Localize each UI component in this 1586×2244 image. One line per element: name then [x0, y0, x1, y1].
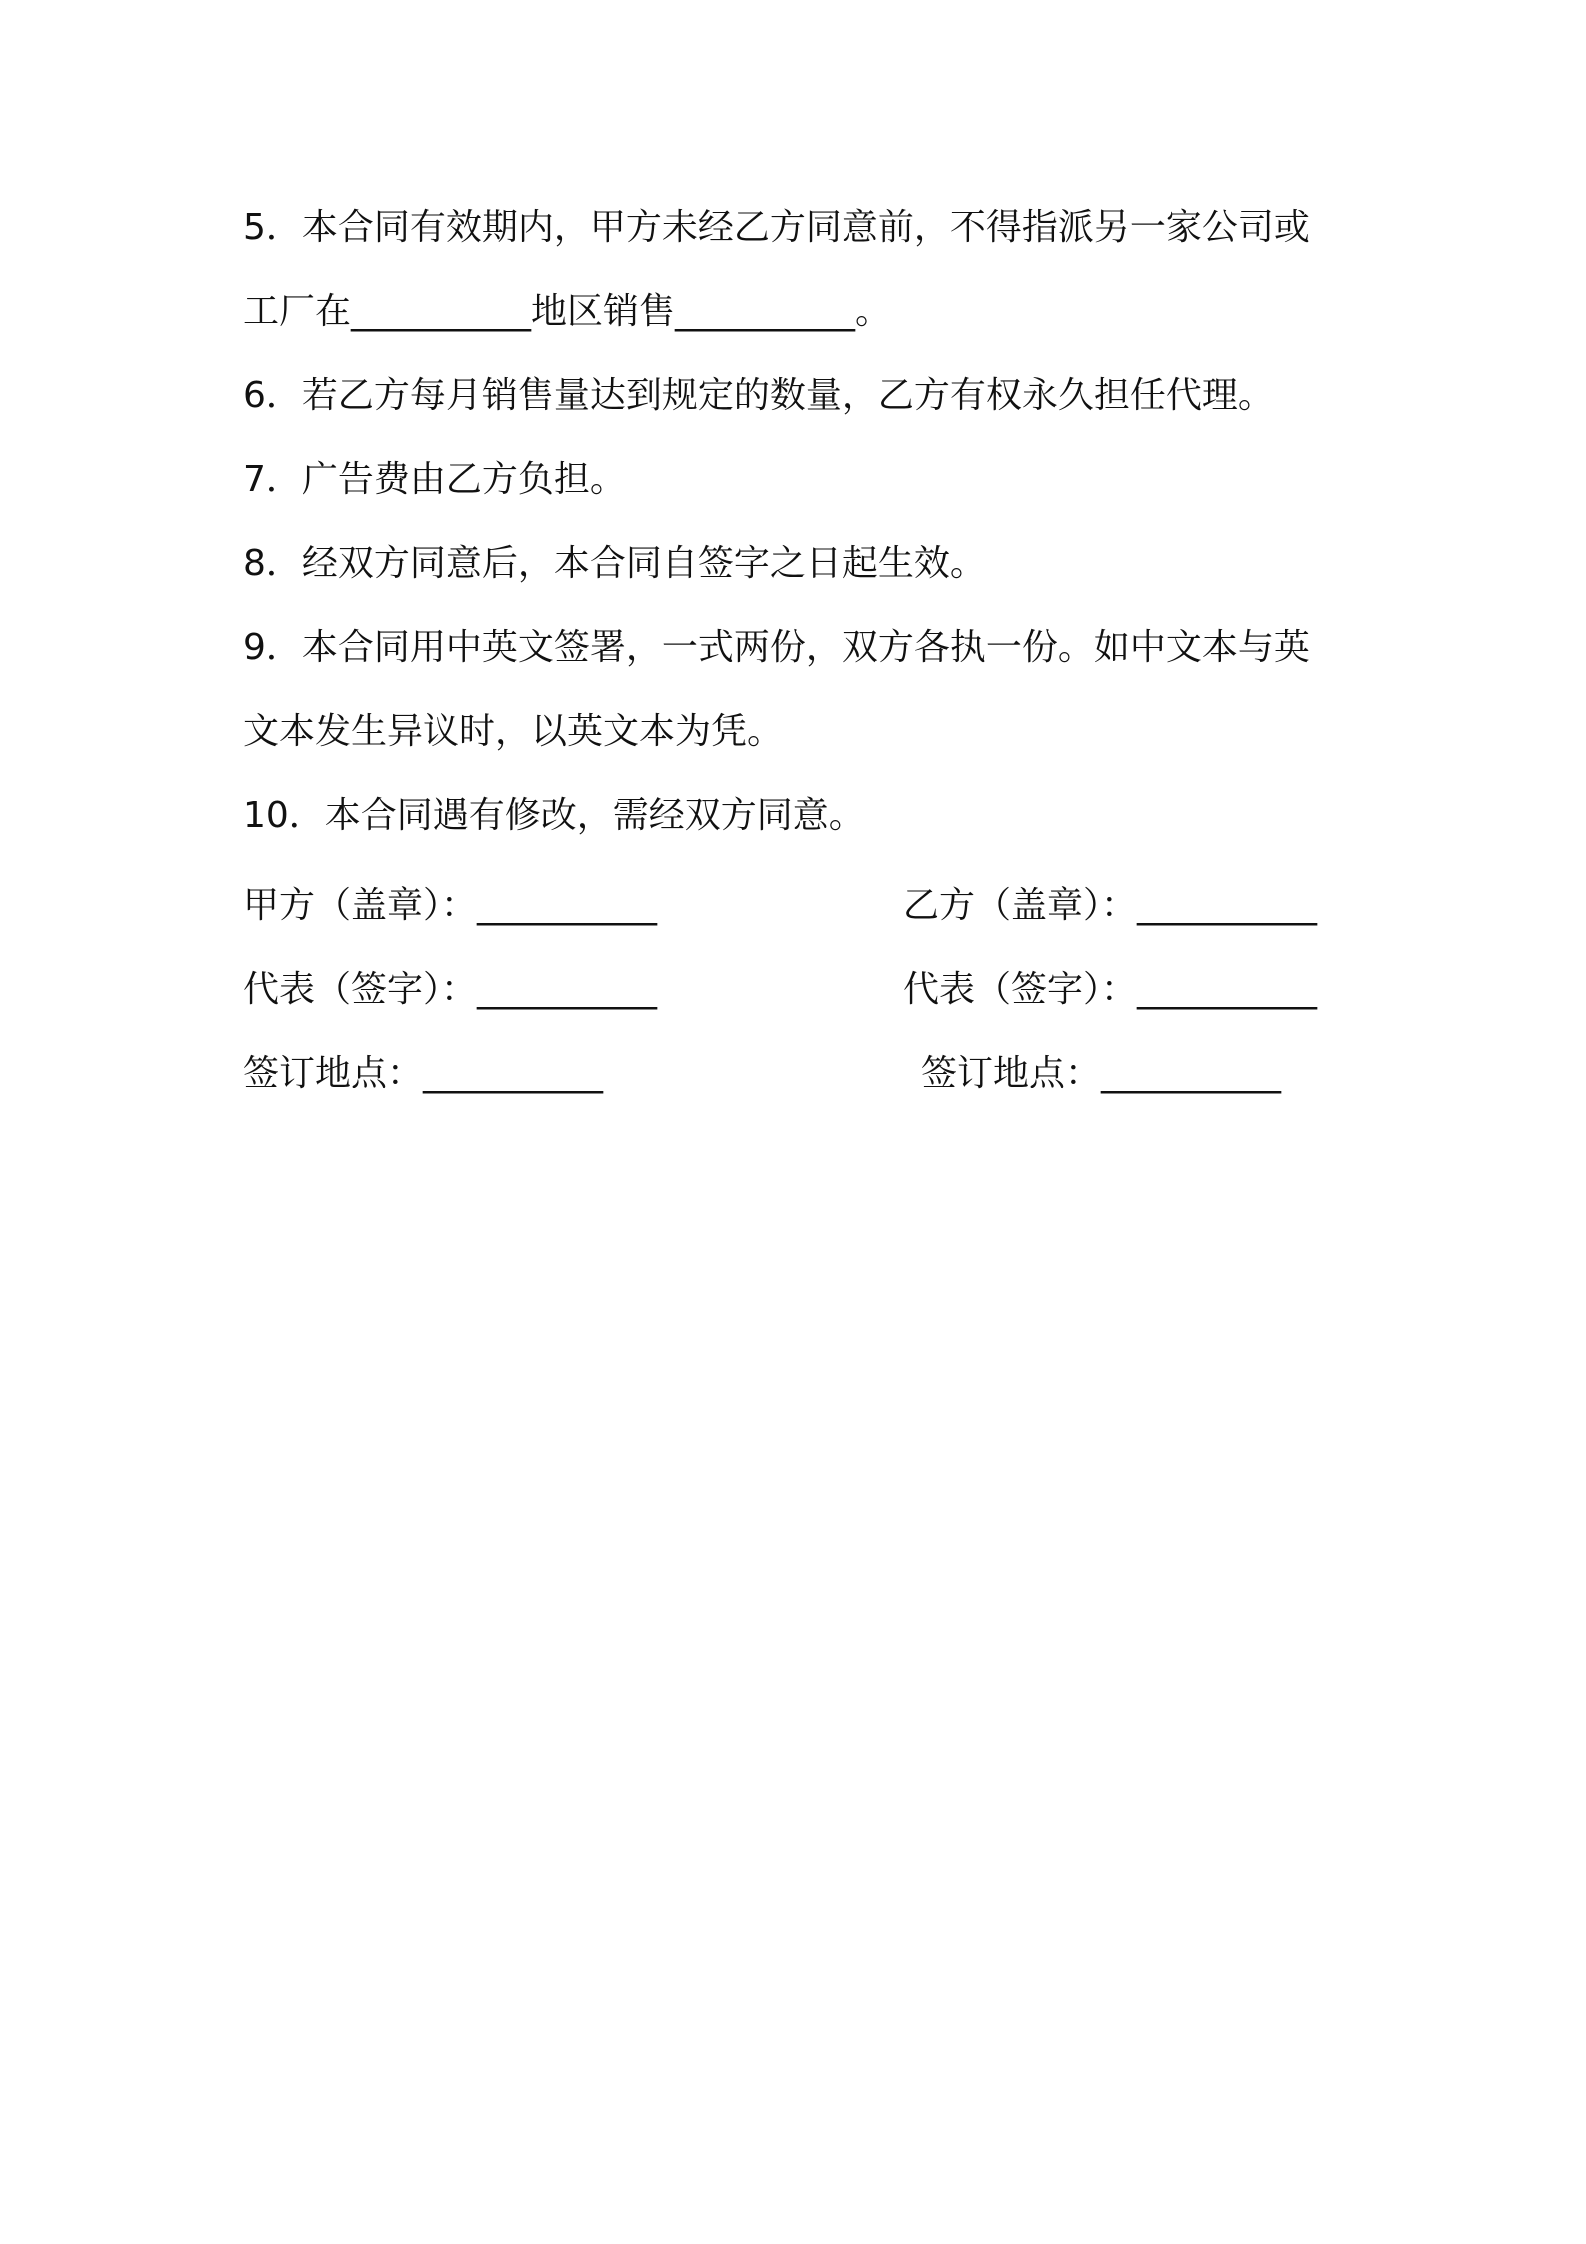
party-a-representative: 代表（签字）：__________ [243, 969, 658, 1010]
party-a-signing-place: 签订地点：__________ [243, 1053, 604, 1094]
clause-9-line-1: 9．本合同用中英文签署，一式两份，双方各执一份。如中文本与英 [243, 627, 1310, 668]
clause-6: 6．若乙方每月销售量达到规定的数量，乙方有权永久担任代理。 [243, 375, 1274, 416]
clause-10: 10．本合同遇有修改，需经双方同意。 [243, 795, 865, 836]
clause-5-line-1: 5．本合同有效期内，甲方未经乙方同意前，不得指派另一家公司或 [243, 207, 1310, 248]
clause-9-line-2: 文本发生异议时，以英文本为凭。 [243, 711, 784, 752]
party-a-seal: 甲方（盖章）：__________ [243, 885, 658, 926]
clause-8: 8．经双方同意后，本合同自签字之日起生效。 [243, 543, 986, 584]
party-b-signing-place: 签订地点：__________ [921, 1053, 1282, 1094]
party-b-seal: 乙方（盖章）：__________ [903, 885, 1318, 926]
party-b-representative: 代表（签字）：__________ [903, 969, 1318, 1010]
clause-7: 7．广告费由乙方负担。 [243, 459, 626, 500]
clause-5-line-2: 工厂在__________地区销售__________。 [243, 291, 892, 332]
